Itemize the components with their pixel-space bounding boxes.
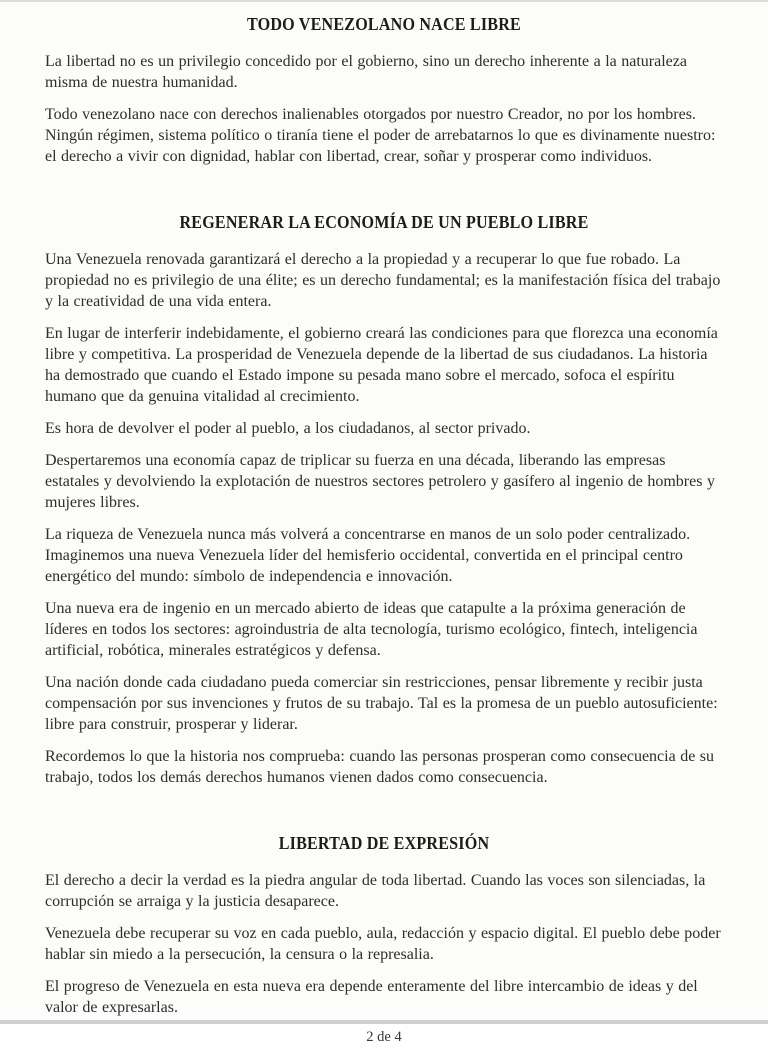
paragraph: En lugar de interferir indebidamente, el gobierno creará las condiciones para que florezca una economía libre y competitiva. La prosperidad de Venezuela depende de la libertad de sus ciudadanos. La historia ha demostrado que cuando el Estado impone su pesada mano sobre el mercado, sofoca el espíritu humano que da genuina vitalidad al crecimiento. [45, 325, 718, 405]
section-libertad-de-expresion [45, 799, 723, 1029]
page-top-edge [0, 0, 768, 2]
paragraph: Todo venezolano nace con derechos inalienables otorgados por nuestro Creador, no por los hombres. Ningún régimen, sistema político o tiranía tiene el poder de arrebatarnos lo que es divinamente nuestro: el derecho a vivir con dignidad, hablar con libertad, crear, soñar y prosperar como individuos. [45, 106, 716, 165]
paragraph: Recordemos lo que la historia nos comprueba: cuando las personas prosperan como consecuencia de su trabajo, todos los demás derechos humanos vienen dados como consecuencia. [45, 748, 715, 786]
paragraph: Una Venezuela renovada garantizará el derecho a la propiedad y a recuperar lo que fue robado. La propiedad no es privilegio de una élite; es un derecho fundamental; es la manifestación física del trabajo y la creatividad de una vida entera. [45, 251, 721, 310]
paragraph: Venezuela debe recuperar su voz en cada pueblo, aula, redacción y espacio digital. El pueblo debe poder hablar sin miedo a la persecución, la censura o la represalia. [45, 925, 721, 963]
page-number: 2 de 4 [366, 1029, 402, 1045]
section-title: LIBERTAD DE EXPRESIÓN [278, 833, 490, 853]
paragraph: El progreso de Venezuela en esta nueva era depende enteramente del libre intercambio de ideas y del valor de expresarlas. [45, 978, 698, 1016]
paragraph: La riqueza de Venezuela nunca más volverá a concentrarse en manos de un solo poder centralizado. Imaginemos una nueva Venezuela líder del hemisferio occidental, convertida en el principal centro energético del mundo: símbolo de independencia e innovación. [45, 526, 691, 585]
paragraph: Despertaremos una economía capaz de triplicar su fuerza en una década, liberando las empresas estatales y devolviendo la explotación de nuestros sectores petrolero y gasífero al ingenio de hombres y mujeres libres. [45, 452, 715, 511]
paragraph: El derecho a decir la verdad es la piedra angular de toda libertad. Cuando las voces son silenciadas, la corrupción se arraiga y la justicia desaparece. [45, 872, 706, 910]
paragraph: Una nueva era de ingenio en un mercado abierto de ideas que catapulte a la próxima generación de líderes en todos los sectores: agroindustria de alta tecnología, turismo ecológico, fintech, inteligencia artificial, robótica, minerales estratégicos y defensa. [45, 600, 698, 659]
paragraph: Es hora de devolver el poder al pueblo, a los ciudadanos, al sector privado. [45, 420, 531, 437]
paragraph: La libertad no es un privilegio concedido por el gobierno, sino un derecho inherente a la naturaleza misma de nuestra humanidad. [45, 53, 687, 91]
section-title: TODO VENEZOLANO NACE LIBRE [247, 14, 521, 34]
paragraph: Una nación donde cada ciudadano pueda comerciar sin restricciones, pensar libremente y recibir justa compensación por sus invenciones y frutos de su trabajo. Tal es la promesa de un pueblo autosuficiente: libre para construir, prosperar y liderar. [45, 674, 718, 733]
section-title: REGENERAR LA ECONOMÍA DE UN PUEBLO LIBRE [179, 212, 589, 232]
page-bottom-edge [0, 1020, 768, 1024]
section-todo-venezolano-nace-libre [45, 8, 723, 178]
section-regenerar-la-economia [45, 178, 723, 799]
